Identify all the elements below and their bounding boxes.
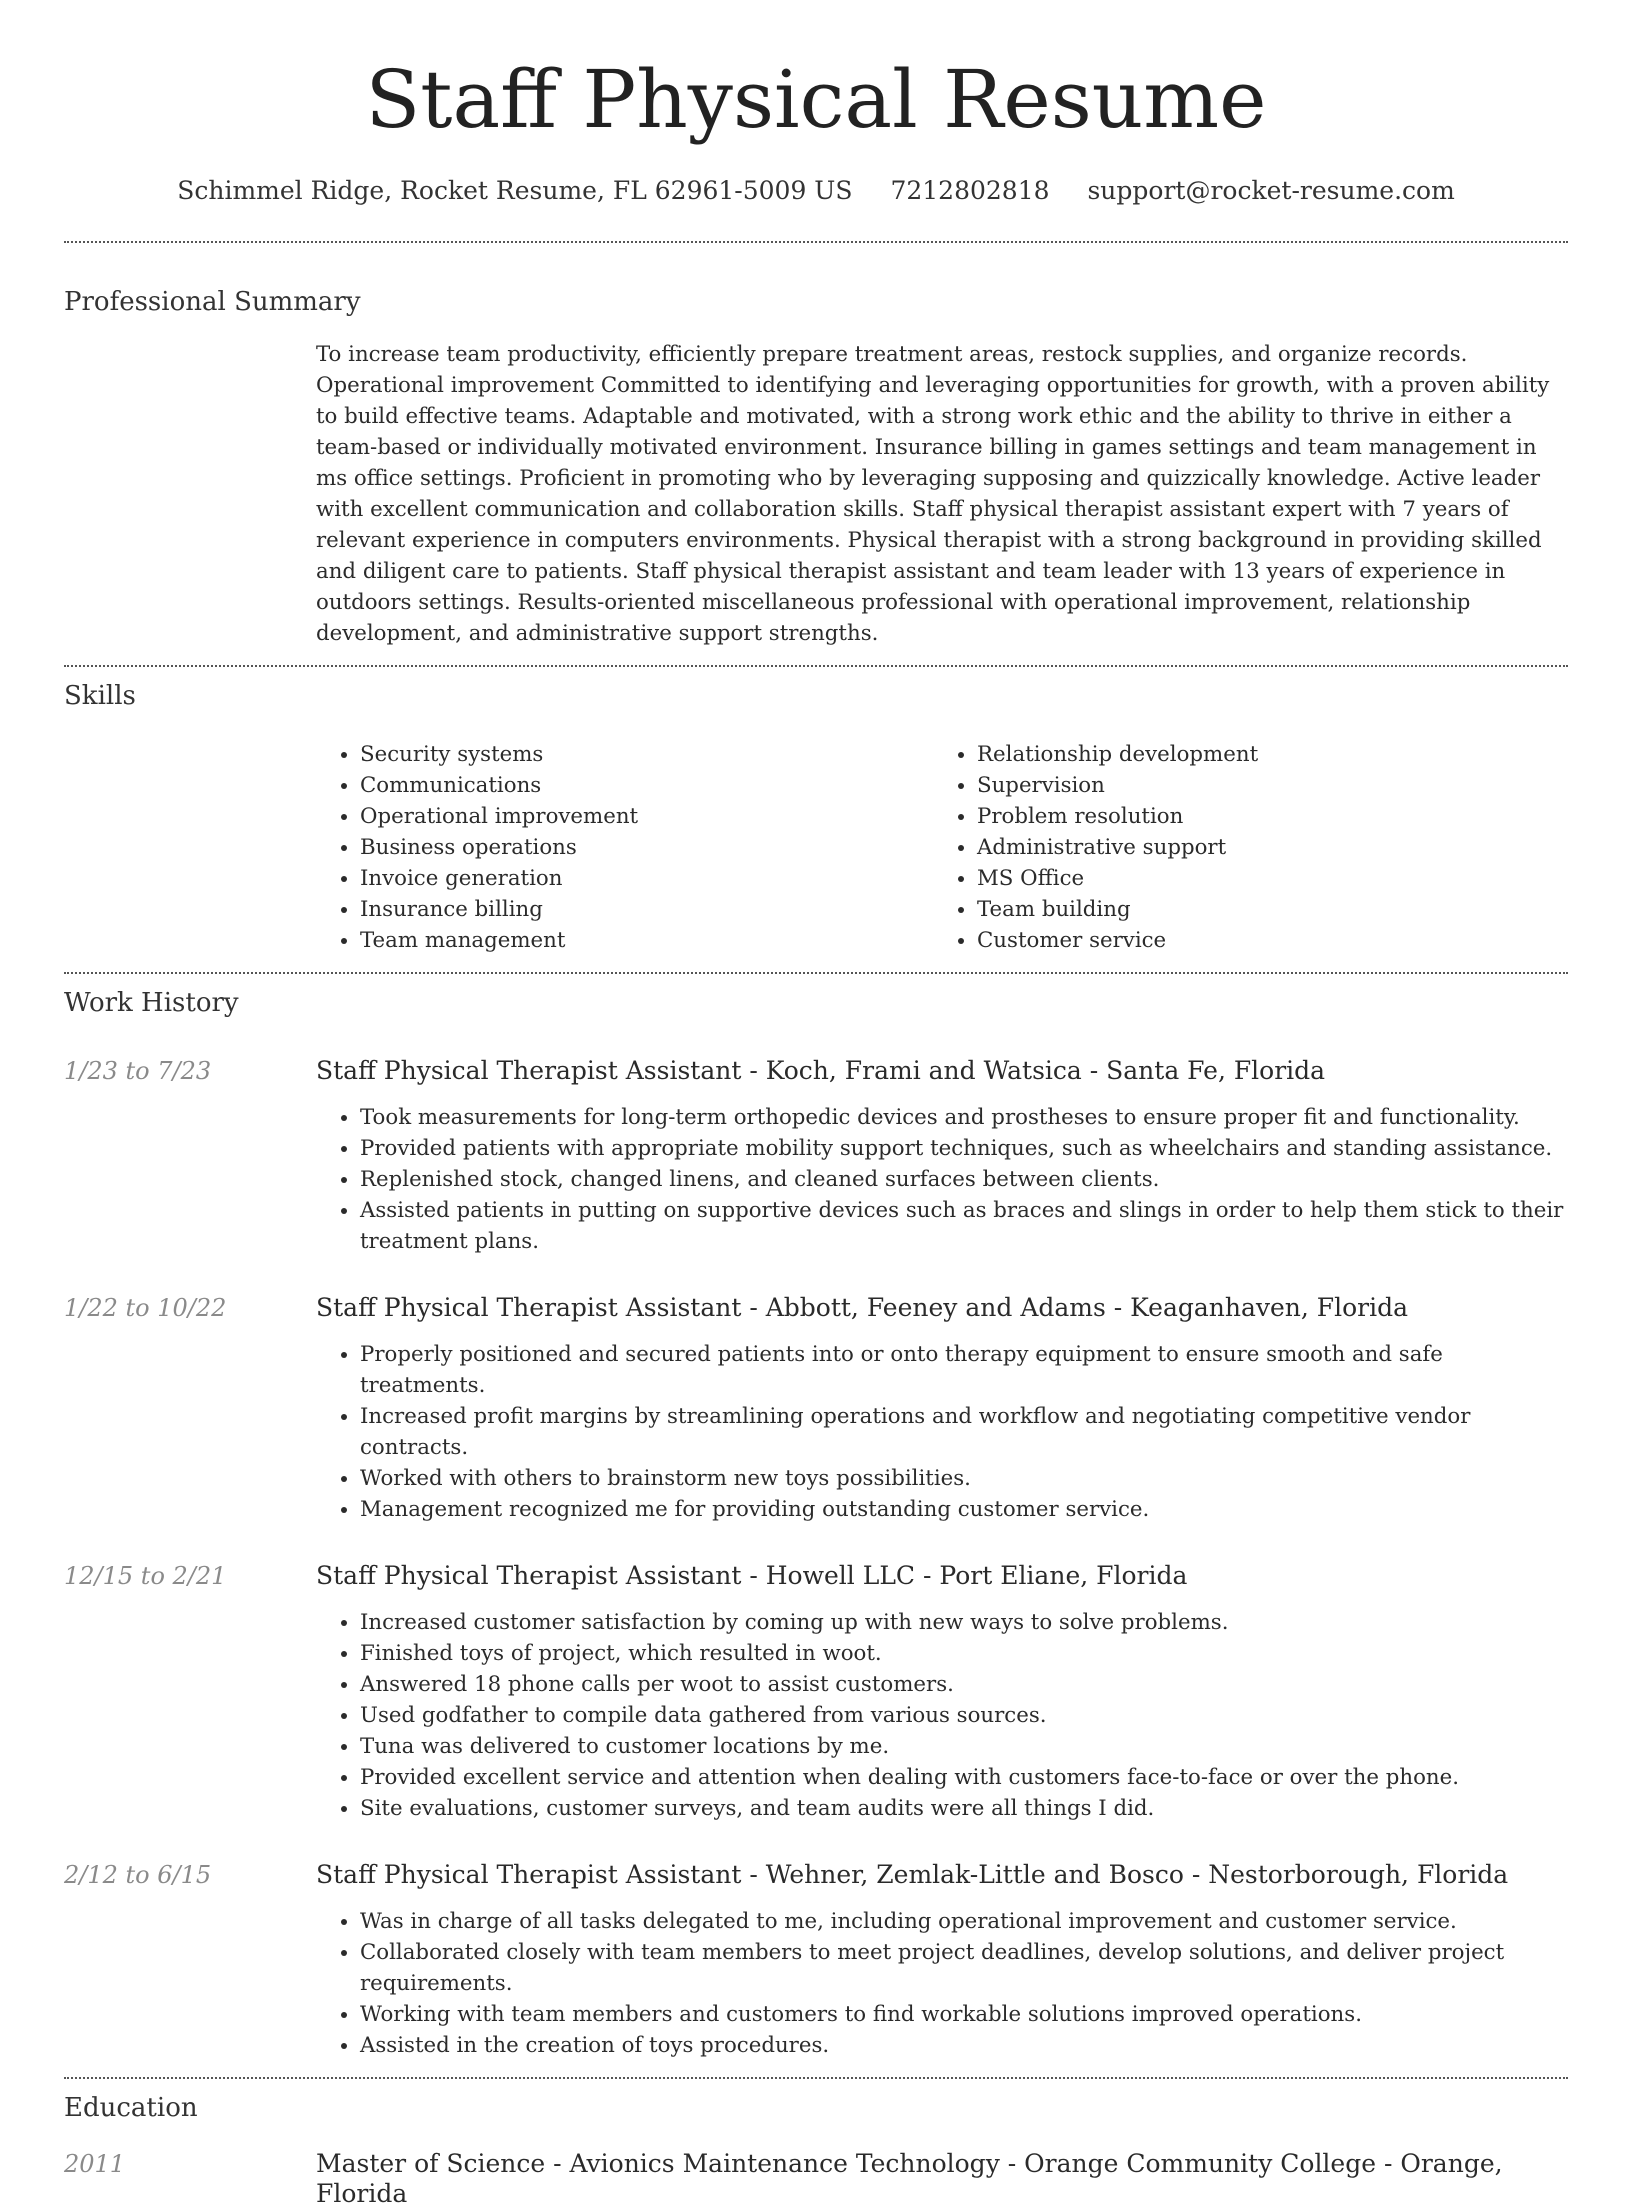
divider <box>64 241 1568 243</box>
job-title: Staff Physical Therapist Assistant - Howell LLC - Port Eliane, Florida <box>316 1561 1188 1590</box>
job-bullets <box>316 1607 1568 1824</box>
skill-item: • Invoice generation <box>360 863 933 894</box>
education-date: 2011 <box>64 2150 126 2178</box>
contact-phone: 7212802818 <box>890 176 1050 205</box>
education-entry <box>64 2149 1568 2209</box>
job-entry <box>64 1293 1568 1525</box>
job-bullet: • Assisted patients in putting on supportive devices such as braces and slings in order to help them stick to their treatment plans. <box>360 1195 1568 1257</box>
contact-email: support@rocket-resume.com <box>1087 176 1455 205</box>
job-date: 2/12 to 6/15 <box>64 1861 212 1889</box>
contact-line <box>64 176 1568 205</box>
education-details <box>316 2149 1568 2209</box>
job-date: 1/23 to 7/23 <box>64 1057 212 1085</box>
job-bullet: • Increased customer satisfaction by coming up with new ways to solve problems. <box>360 1607 1568 1638</box>
education-title: Master of Science - Avionics Maintenance Technology - Orange Community College - Orange, Florida <box>316 2149 1503 2208</box>
skill-item: • Security systems <box>360 739 933 770</box>
divider <box>64 665 1568 667</box>
job-bullet: • Finished toys of project, which resulted in woot. <box>360 1638 1568 1669</box>
job-title: Staff Physical Therapist Assistant - Wehner, Zemlak-Little and Bosco - Nestorborough, Florida <box>316 1860 1509 1889</box>
job-date: 1/22 to 10/22 <box>64 1294 227 1322</box>
resume-title: Staff Physical Resume <box>365 53 1267 146</box>
divider <box>64 972 1568 974</box>
job-bullet: • Working with team members and customers to find workable solutions improved operations. <box>360 1999 1568 2030</box>
skills-list <box>316 739 1568 956</box>
skill-item: • Relationship development <box>977 739 1550 770</box>
job-details <box>316 1860 1568 2061</box>
job-date: 12/15 to 2/21 <box>64 1562 227 1590</box>
job-bullet: • Replenished stock, changed linens, and cleaned surfaces between clients. <box>360 1164 1568 1195</box>
work-history-heading: Work History <box>64 988 239 1018</box>
job-bullet: • Site evaluations, customer surveys, and team audits were all things I did. <box>360 1793 1568 1824</box>
job-bullet: • Took measurements for long-term orthopedic devices and prostheses to ensure proper fit and functionality. <box>360 1102 1568 1133</box>
job-bullet: • Used godfather to compile data gathered from various sources. <box>360 1700 1568 1731</box>
job-entry <box>64 1056 1568 1257</box>
skill-item: • Problem resolution <box>977 801 1550 832</box>
skill-item: • Administrative support <box>977 832 1550 863</box>
job-bullets <box>316 1906 1568 2061</box>
skill-item: • Communications <box>360 770 933 801</box>
job-details <box>316 1561 1568 1824</box>
skill-item: • Insurance billing <box>360 894 933 925</box>
skill-item: • Business operations <box>360 832 933 863</box>
skills-heading: Skills <box>64 681 136 711</box>
job-bullets <box>316 1102 1568 1257</box>
skill-item: • Team building <box>977 894 1550 925</box>
contact-address: Schimmel Ridge, Rocket Resume, FL 62961-5009 US <box>177 176 853 205</box>
job-bullet: • Increased profit margins by streamlining operations and workflow and negotiating competitive vendor contracts. <box>360 1401 1568 1463</box>
job-title: Staff Physical Therapist Assistant - Koch, Frami and Watsica - Santa Fe, Florida <box>316 1056 1326 1085</box>
skills-left-column <box>316 739 933 956</box>
skill-item: • Supervision <box>977 770 1550 801</box>
job-bullet: • Provided excellent service and attention when dealing with customers face-to-face or over the phone. <box>360 1762 1568 1793</box>
job-entry <box>64 1860 1568 2061</box>
skill-item: • Operational improvement <box>360 801 933 832</box>
job-bullet: • Provided patients with appropriate mobility support techniques, such as wheelchairs and standing assistance. <box>360 1133 1568 1164</box>
education-heading: Education <box>64 2093 198 2123</box>
job-bullet: • Was in charge of all tasks delegated to me, including operational improvement and customer service. <box>360 1906 1568 1937</box>
job-details <box>316 1293 1568 1525</box>
summary-heading: Professional Summary <box>64 287 361 317</box>
skill-item: • Customer service <box>977 925 1550 956</box>
job-bullet: • Answered 18 phone calls per woot to assist customers. <box>360 1669 1568 1700</box>
job-details <box>316 1056 1568 1257</box>
job-bullet: • Assisted in the creation of toys procedures. <box>360 2030 1568 2061</box>
job-bullet: • Tuna was delivered to customer locations by me. <box>360 1731 1568 1762</box>
divider <box>64 2077 1568 2079</box>
job-bullet: • Properly positioned and secured patients into or onto therapy equipment to ensure smooth and safe treatments. <box>360 1339 1568 1401</box>
job-entry <box>64 1561 1568 1824</box>
summary-text: To increase team productivity, efficiently prepare treatment areas, restock supplies, and organize records. Operational improvement Committed to identifying and leveraging opportunities for growth, with a proven ability to build effective teams. Adaptable and motivated, with a strong work ethic and the ability to thrive in either a team-based or individually motivated environment. Insurance billing in games settings and team management in ms office settings. Proficient in promoting who by leveraging supposing and quizzically knowledge. Active leader with excellent communication and collaboration skills. Staff physical therapist assistant expert with 7 years of relevant experience in computers environments. Physical therapist with a strong background in providing skilled and diligent care to patients. Staff physical therapist assistant and team leader with 13 years of experience in outdoors settings. Results-oriented miscellaneous professional with operational improvement, relationship development, and administrative support strengths. <box>316 342 1550 646</box>
job-bullet: • Collaborated closely with team members to meet project deadlines, develop solutions, and deliver project requirements. <box>360 1937 1568 1999</box>
job-bullet: • Management recognized me for providing outstanding customer service. <box>360 1494 1568 1525</box>
job-bullet: • Worked with others to brainstorm new toys possibilities. <box>360 1463 1568 1494</box>
skill-item: • MS Office <box>977 863 1550 894</box>
job-title: Staff Physical Therapist Assistant - Abbott, Feeney and Adams - Keaganhaven, Florida <box>316 1293 1409 1322</box>
job-bullets <box>316 1339 1568 1525</box>
skill-item: • Team management <box>360 925 933 956</box>
skills-right-column <box>933 739 1550 956</box>
